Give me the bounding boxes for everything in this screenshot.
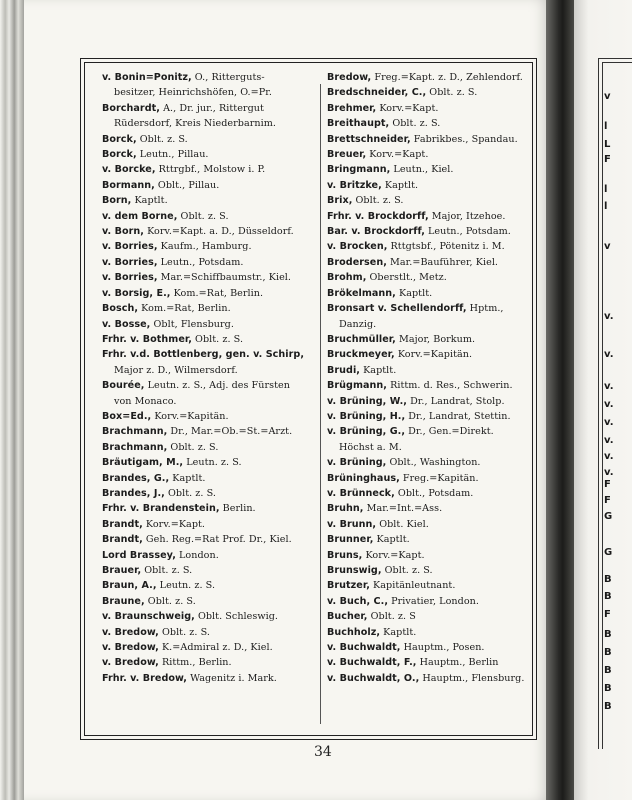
entry-name: Buchholz,	[327, 626, 381, 638]
entry-detail: Hauptm., Berlin	[416, 657, 499, 669]
entry-detail: Hptm.,	[466, 303, 504, 315]
directory-entry	[102, 609, 314, 624]
entry-name: Lord Brassey,	[102, 549, 176, 561]
directory-entry	[102, 471, 314, 486]
entry-detail: Oblt. Kiel.	[376, 518, 429, 530]
entry-name: Brutzer,	[327, 580, 370, 592]
entry-name: v. Born,	[102, 226, 144, 238]
entry-detail: Rittm. d. Res., Schwerin.	[386, 380, 513, 392]
entry-detail: Major, Borkum.	[395, 333, 476, 345]
facing-page-text-fragment: B	[604, 647, 612, 658]
entry-name: Bruchmüller,	[327, 333, 396, 345]
directory-entry	[102, 563, 314, 578]
entry-name: Braune,	[102, 595, 145, 607]
entry-detail: Oblt. Schleswig.	[194, 611, 279, 623]
directory-entry	[327, 548, 533, 563]
directory-entry	[327, 394, 533, 409]
directory-entry	[102, 486, 314, 501]
directory-entry	[327, 224, 533, 239]
book-spine-edge	[0, 0, 26, 800]
directory-entry	[102, 255, 314, 270]
entry-name: Frhr. v.d. Bottlenberg, gen. v. Schirp,	[102, 349, 305, 361]
directory-entry	[327, 301, 533, 316]
entry-name: Born,	[102, 195, 132, 207]
facing-page-text-fragment: B	[604, 683, 612, 694]
directory-entry	[102, 625, 314, 640]
entry-name: Bormann,	[102, 179, 155, 191]
entry-name: Brandes, G.,	[102, 472, 170, 484]
entry-name: v. Borries,	[102, 272, 158, 284]
entry-name: v. Buchwaldt,	[327, 642, 401, 654]
directory-entry	[327, 162, 533, 177]
directory-entry	[102, 162, 314, 177]
entry-name: Bruhn,	[327, 503, 364, 515]
directory-entry	[102, 239, 314, 254]
entry-name: Bringmann,	[327, 164, 391, 176]
entry-detail: Danzig.	[339, 318, 377, 330]
entry-name: Brachmann,	[102, 441, 168, 453]
entry-detail: London.	[175, 549, 219, 561]
entry-detail: Geh. Reg.=Rat Prof. Dr., Kiel.	[142, 534, 292, 546]
entry-name: Frhr. v. Bothmer,	[102, 333, 192, 345]
entry-detail: Korv.=Kapt. a. D., Düsseldorf.	[143, 226, 294, 238]
entry-detail: Oblt. z. S.	[191, 333, 244, 345]
entry-name: Brehmer,	[327, 102, 377, 114]
directory-entry	[102, 655, 314, 670]
entry-name: Frhr. v. Brandenstein,	[102, 503, 220, 515]
entry-detail: Oblt. z. S.	[389, 118, 441, 130]
entry-detail: A., Dr. jur., Rittergut	[159, 102, 264, 114]
entry-name: v. Borries,	[102, 241, 158, 253]
entry-detail: Kaptlt.	[131, 195, 168, 207]
entry-detail: Fabrikbes., Spandau.	[410, 133, 518, 145]
directory-entry	[327, 363, 533, 378]
directory-entry	[102, 193, 314, 208]
directory-entry	[102, 517, 314, 532]
entry-detail: Dr., Landrat, Stolp.	[406, 395, 505, 407]
directory-entry	[102, 347, 314, 362]
entry-name: v. Brüning,	[327, 457, 387, 469]
entry-name: v. Borries,	[102, 256, 158, 268]
directory-entry	[327, 209, 533, 224]
directory-entry	[327, 594, 533, 609]
entry-name: Breithaupt,	[327, 118, 390, 130]
facing-page-text-fragment: B	[604, 574, 612, 585]
entry-name: Bosch,	[102, 303, 139, 315]
facing-page-text-fragment: v.	[604, 381, 614, 392]
directory-entry	[327, 239, 533, 254]
entry-name: v. Braunschweig,	[102, 611, 195, 623]
entry-name: Brudi,	[327, 364, 360, 376]
directory-entry	[327, 101, 533, 116]
directory-entry	[102, 640, 314, 655]
directory-entry	[102, 440, 314, 455]
directory-entry	[327, 332, 533, 347]
entry-name: Bourée,	[102, 380, 145, 392]
facing-page-edge	[574, 0, 632, 800]
entry-name: v. Bosse,	[102, 318, 151, 330]
entry-name: v. Brocken,	[327, 241, 388, 253]
directory-entry	[102, 116, 314, 131]
facing-page-text-fragment: F	[604, 479, 611, 490]
entry-name: Brökelmann,	[327, 287, 396, 299]
directory-entry	[327, 455, 533, 470]
entry-detail: Dr., Gen.=Direkt.	[405, 426, 494, 438]
facing-page-text-fragment: v.	[604, 451, 614, 462]
directory-entry	[327, 317, 533, 332]
directory-entry	[327, 255, 533, 270]
entry-name: v. Brüning, H.,	[327, 410, 406, 422]
directory-entry	[102, 85, 314, 100]
book-gutter	[546, 0, 574, 800]
directory-entry	[102, 501, 314, 516]
entry-detail: Mar.=Int.=Ass.	[363, 503, 443, 515]
entry-name: Brunswig,	[327, 565, 382, 576]
entry-detail: Leutn., Kiel.	[390, 164, 454, 176]
entry-name: v. Buchwaldt, F.,	[327, 657, 417, 669]
entry-name: v. Bredow,	[102, 657, 159, 669]
directory-entry	[327, 563, 533, 578]
directory-entry	[327, 193, 533, 208]
entry-detail: Kaptlt.	[373, 534, 410, 546]
entry-detail: besitzer, Heinrichshöfen, O.=Pr.	[114, 87, 272, 99]
entry-detail: Mar.=Schiffbaumstr., Kiel.	[157, 272, 292, 284]
entry-name: Brandes, J.,	[102, 487, 165, 499]
directory-entry	[102, 671, 314, 686]
directory-entry	[327, 609, 533, 624]
entry-detail: Leutn., Potsdam.	[424, 226, 511, 238]
entry-name: Brügmann,	[327, 380, 387, 392]
entry-detail: Dr., Landrat, Stettin.	[405, 410, 511, 422]
entry-detail: Leutn. z. S.	[183, 457, 242, 469]
entry-detail: Oblt. z. S.	[144, 595, 196, 607]
directory-entry	[102, 548, 314, 563]
entry-name: Frhr. v. Bredow,	[102, 672, 188, 684]
directory-entry	[102, 317, 314, 332]
entry-name: Brunner,	[327, 534, 374, 546]
entry-detail: Korv.=Kapt.	[366, 149, 429, 161]
directory-entry	[102, 409, 314, 424]
directory-entry	[102, 70, 314, 85]
page-number: 34	[314, 744, 332, 760]
entry-name: v. Bredow,	[102, 642, 159, 654]
directory-entry	[102, 301, 314, 316]
facing-page-text-fragment: v	[604, 241, 611, 252]
facing-page-text-fragment: B	[604, 591, 612, 602]
entry-name: v. Bredow,	[102, 626, 159, 638]
facing-page-text-fragment: B	[604, 629, 612, 640]
facing-page-text-fragment: v.	[604, 399, 614, 410]
entry-detail: Korv.=Kapt.	[362, 549, 425, 561]
entry-name: Breuer,	[327, 149, 367, 161]
entry-detail: Höchst a. M.	[339, 441, 402, 453]
entry-detail: Kaptlt.	[395, 287, 433, 299]
entry-name: v. Brunn,	[327, 518, 377, 530]
entry-name: Brettschneider,	[327, 133, 411, 145]
entry-detail: Oblt. z. S.	[381, 565, 433, 576]
entry-detail: Korv.=Kapt.	[142, 518, 206, 530]
entry-detail: Hauptm., Flensburg.	[419, 672, 525, 684]
facing-page-text-fragment: B	[604, 665, 612, 676]
entry-detail: Major, Itzehoe.	[428, 210, 506, 222]
entry-detail: Rittm., Berlin.	[158, 657, 232, 669]
entry-name: Bräutigam, M.,	[102, 457, 184, 469]
directory-entry	[327, 486, 533, 501]
entry-detail: Oblt. z. S.	[167, 441, 219, 453]
directory-entry	[327, 270, 533, 285]
entry-name: Bredschneider, C.,	[327, 87, 427, 99]
directory-entry	[327, 440, 533, 455]
entry-name: Borchardt,	[102, 102, 160, 114]
directory-entry	[102, 594, 314, 609]
entry-detail: Kaptlt.	[359, 364, 397, 376]
entry-name: Brodersen,	[327, 256, 387, 268]
entry-detail: Leutn. z. S.	[156, 580, 216, 592]
directory-entry	[327, 640, 533, 655]
directory-entry	[102, 332, 314, 347]
entry-detail: Mar.=Bauführer, Kiel.	[386, 256, 499, 268]
directory-entry	[327, 471, 533, 486]
entry-name: Bar. v. Brockdorff,	[327, 226, 425, 238]
directory-entry	[102, 101, 314, 116]
entry-detail: Freg.=Kapitän.	[399, 472, 479, 484]
facing-page-text-fragment: G	[604, 511, 613, 522]
entry-name: Borck,	[102, 149, 137, 161]
facing-page-text-fragment: v.	[604, 435, 614, 446]
entry-detail: Oblt. z. S	[367, 611, 416, 623]
facing-page-text-fragment: F	[604, 154, 611, 165]
entry-detail: Oberstlt., Metz.	[366, 272, 447, 284]
entry-name: v. Brüning, W.,	[327, 395, 407, 407]
entry-detail: von Monaco.	[114, 395, 177, 407]
directory-entry	[327, 532, 533, 547]
facing-page-text-fragment: v.	[604, 467, 614, 478]
directory-entry	[102, 378, 314, 393]
entry-name: v. Bonin=Ponitz,	[102, 72, 192, 83]
directory-entry	[102, 578, 314, 593]
entry-detail: Rüdersdorf, Kreis Niederbarnim.	[114, 118, 276, 130]
directory-entry	[102, 132, 314, 147]
directory-entry	[102, 224, 314, 239]
entry-detail: Major z. D., Wilmersdorf.	[114, 364, 238, 376]
entry-detail: Hauptm., Posen.	[400, 642, 485, 654]
directory-entry	[327, 671, 533, 686]
directory-entry	[327, 286, 533, 301]
directory-entry	[102, 270, 314, 285]
entry-name: Brauer,	[102, 565, 142, 576]
facing-page-text-fragment: L	[604, 139, 611, 150]
directory-entry	[102, 363, 314, 378]
facing-page-text-fragment: l	[604, 121, 608, 132]
facing-page-text-fragment: G	[604, 547, 613, 558]
entry-name: Frhr. v. Brockdorff,	[327, 210, 429, 222]
entry-detail: Leutn. z. S., Adj. des Fürsten	[144, 380, 290, 392]
column-divider	[320, 84, 321, 724]
directory-entry	[102, 209, 314, 224]
entry-detail: Kaptlt.	[169, 472, 206, 484]
directory-entry	[327, 378, 533, 393]
directory-entry	[102, 286, 314, 301]
entry-detail: Berlin.	[219, 503, 256, 515]
directory-entry	[327, 517, 533, 532]
directory-entry	[327, 625, 533, 640]
entry-name: Box=Ed.,	[102, 410, 152, 422]
directory-entry	[102, 455, 314, 470]
entry-detail: Leutn., Pillau.	[136, 149, 209, 161]
facing-page-text-fragment: B	[604, 701, 612, 712]
entry-name: v. Brünneck,	[327, 487, 395, 499]
entry-detail: Rttrgbf., Molstow i. P.	[155, 164, 266, 176]
entry-name: Bruckmeyer,	[327, 349, 395, 361]
directory-entry	[327, 132, 533, 147]
facing-page-text-fragment: v.	[604, 417, 614, 428]
directory-entry	[327, 85, 533, 100]
facing-page-text-fragment: l	[604, 184, 608, 195]
entry-detail: Leutn., Potsdam.	[157, 256, 244, 268]
left-column	[102, 70, 314, 730]
facing-page-text-fragment: v	[604, 91, 611, 102]
directory-entry	[327, 178, 533, 193]
entry-detail: Wagenitz i. Mark.	[187, 672, 277, 684]
directory-entry	[327, 655, 533, 670]
entry-detail: Korv.=Kapitän.	[151, 410, 229, 422]
entry-detail: O., Ritterguts-	[191, 72, 265, 83]
directory-entry	[102, 532, 314, 547]
entry-detail: K.=Admiral z. D., Kiel.	[158, 642, 273, 654]
entry-name: v. Buch, C.,	[327, 595, 389, 607]
facing-page-text-fragment: F	[604, 609, 611, 620]
entry-detail: Oblt. z. S.	[164, 487, 216, 499]
entry-name: Bronsart v. Schellendorff,	[327, 303, 467, 315]
entry-detail: Oblt. z. S.	[352, 195, 404, 207]
entry-name: Brandt,	[102, 534, 143, 546]
entry-name: Brix,	[327, 195, 353, 207]
entry-detail: Freg.=Kapt. z. D., Zehlendorf.	[371, 72, 523, 83]
entry-name: v. Borcke,	[102, 164, 156, 176]
entry-name: Bruns,	[327, 549, 363, 561]
entry-detail: Oblt. z. S.	[158, 626, 210, 638]
entry-name: Bredow,	[327, 72, 372, 83]
entry-detail: Oblt. z. S.	[141, 565, 193, 576]
entry-name: Bucher,	[327, 611, 368, 623]
entry-detail: Oblt., Potsdam.	[394, 487, 474, 499]
right-column	[327, 70, 533, 730]
directory-entry	[327, 578, 533, 593]
directory-entry	[102, 394, 314, 409]
directory-entry	[327, 70, 533, 85]
entry-detail: Oblt., Pillau.	[154, 179, 220, 191]
entry-name: Brachmann,	[102, 426, 168, 438]
entry-name: v. Britzke,	[327, 179, 382, 191]
entry-detail: Kapitänleutnant.	[369, 580, 456, 592]
entry-name: Borck,	[102, 133, 137, 145]
entry-detail: Oblt, Flensburg.	[150, 318, 234, 330]
directory-entry	[327, 424, 533, 439]
directory-entry	[327, 147, 533, 162]
entry-detail: Kom.=Rat, Berlin.	[138, 303, 231, 315]
directory-entry	[327, 116, 533, 131]
directory-entry	[102, 424, 314, 439]
facing-page-text-fragment: v.	[604, 311, 614, 322]
facing-page-text-fragment: F	[604, 495, 611, 506]
entry-name: Brandt,	[102, 518, 143, 530]
directory-entry	[102, 147, 314, 162]
entry-detail: Oblt., Washington.	[386, 457, 481, 469]
entry-detail: Kom.=Rat, Berlin.	[170, 287, 264, 299]
entry-detail: Oblt. z. S.	[136, 133, 188, 145]
directory-entry	[327, 501, 533, 516]
entry-detail: Korv.=Kapt.	[376, 102, 439, 114]
entry-name: v. Borsig, E.,	[102, 287, 171, 299]
entry-detail: Kaufm., Hamburg.	[157, 241, 252, 253]
directory-entry	[327, 347, 533, 362]
entry-detail: Privatier, London.	[388, 595, 479, 607]
entry-name: Brohm,	[327, 272, 367, 284]
directory-entry	[102, 178, 314, 193]
entry-name: Brüninghaus,	[327, 472, 400, 484]
entry-detail: Rttgtsbf., Pötenitz i. M.	[387, 241, 505, 253]
entry-name: v. Brüning, G.,	[327, 426, 406, 438]
directory-entry	[327, 409, 533, 424]
entry-name: Braun, A.,	[102, 580, 157, 592]
entry-detail: Oblt. z. S.	[426, 87, 478, 99]
entry-detail: Kaptlt.	[380, 626, 417, 638]
entry-detail: Kaptlt.	[381, 179, 419, 191]
entry-detail: Korv.=Kapitän.	[394, 349, 473, 361]
facing-page-text-fragment: l	[604, 201, 608, 212]
entry-name: v. Buchwaldt, O.,	[327, 672, 420, 684]
entry-detail: Oblt. z. S.	[177, 210, 229, 222]
entry-detail: Dr., Mar.=Ob.=St.=Arzt.	[167, 426, 293, 438]
facing-page-text-fragment: v.	[604, 349, 614, 360]
entry-name: v. dem Borne,	[102, 210, 178, 222]
